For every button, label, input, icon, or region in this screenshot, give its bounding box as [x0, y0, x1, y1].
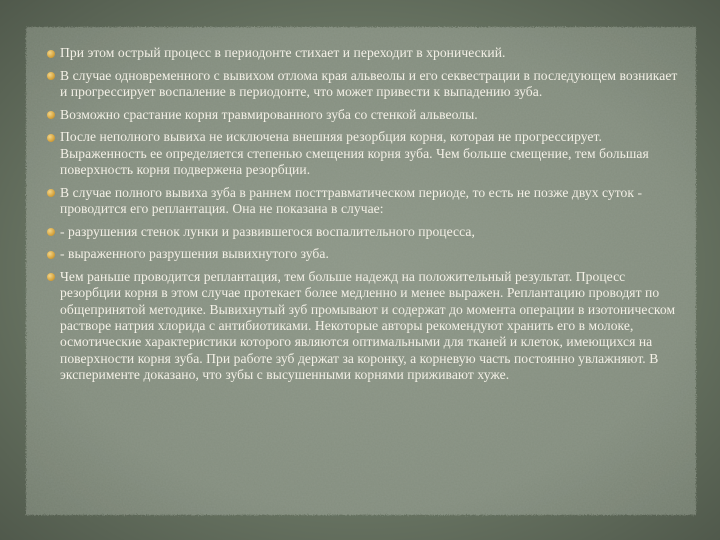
list-item	[47, 224, 679, 240]
list-item	[47, 129, 679, 178]
list-item	[47, 68, 679, 101]
bullet-icon	[47, 72, 55, 80]
bullet-icon	[47, 189, 55, 197]
bullet-icon	[47, 228, 55, 236]
paragraph-text: В случае полного вывиха зуба в раннем посттравматическом периоде, то есть не позже двух суток - проводится его реплантация. Она не показана в случае:	[60, 184, 643, 216]
list-item	[47, 269, 679, 384]
paragraph-text: - выраженного разрушения вывихнутого зуба.	[60, 246, 329, 262]
list-item	[47, 246, 679, 262]
list-item	[47, 45, 679, 61]
bullet-icon	[47, 134, 55, 142]
bullet-icon	[47, 50, 55, 58]
paragraph-text: Возможно срастание корня травмированного зуба со стенкой альвеолы.	[60, 106, 478, 122]
bullet-list	[47, 45, 679, 390]
bullet-icon	[47, 111, 55, 119]
list-item	[47, 107, 679, 123]
paragraph-text: - разрушения стенок лунки и развившегося воспалительного процесса,	[60, 223, 475, 239]
bullet-icon	[47, 273, 55, 281]
bullet-icon	[47, 251, 55, 259]
paragraph-text: При этом острый процесс в периодонте стихает и переходит в хронический.	[60, 45, 506, 60]
paragraph-text: Чем раньше проводится реплантация, тем больше надежд на положительный результат. Процесс резорбции корня в этом случае протекает более медленно и менее выражен. Реплантацию проводят по общепринятой методике. Вывихнутый зуб промывают и содержат до момента операции в изотоническом растворе натрия хлорида с антибиотиками. Некоторые авторы рекомендуют хранить его в молоке, осмотические характеристики которого являются оптимальными для тканей и клеток, имеющихся на поверхности корня зуба. При работе зуб держат за коронку, а корневую часть постоянно увлажняют. В эксперименте доказано, что зубы с высушенными корнями приживают хуже.	[60, 268, 676, 383]
paragraph-text: В случае одновременного с вывихом отлома края альвеолы и его секвестрации в последующем возникает и прогрессирует воспаление в периодонте, что может привести к выпадению зуба.	[60, 67, 678, 99]
list-item	[47, 185, 679, 218]
paragraph-text: После неполного вывиха не исключена внешняя резорбция корня, которая не прогрессирует. Выраженность ее определяется степенью смещения корня зуба. Чем больше смещение, тем большая поверхность корня подвержена резорбции.	[60, 129, 649, 177]
